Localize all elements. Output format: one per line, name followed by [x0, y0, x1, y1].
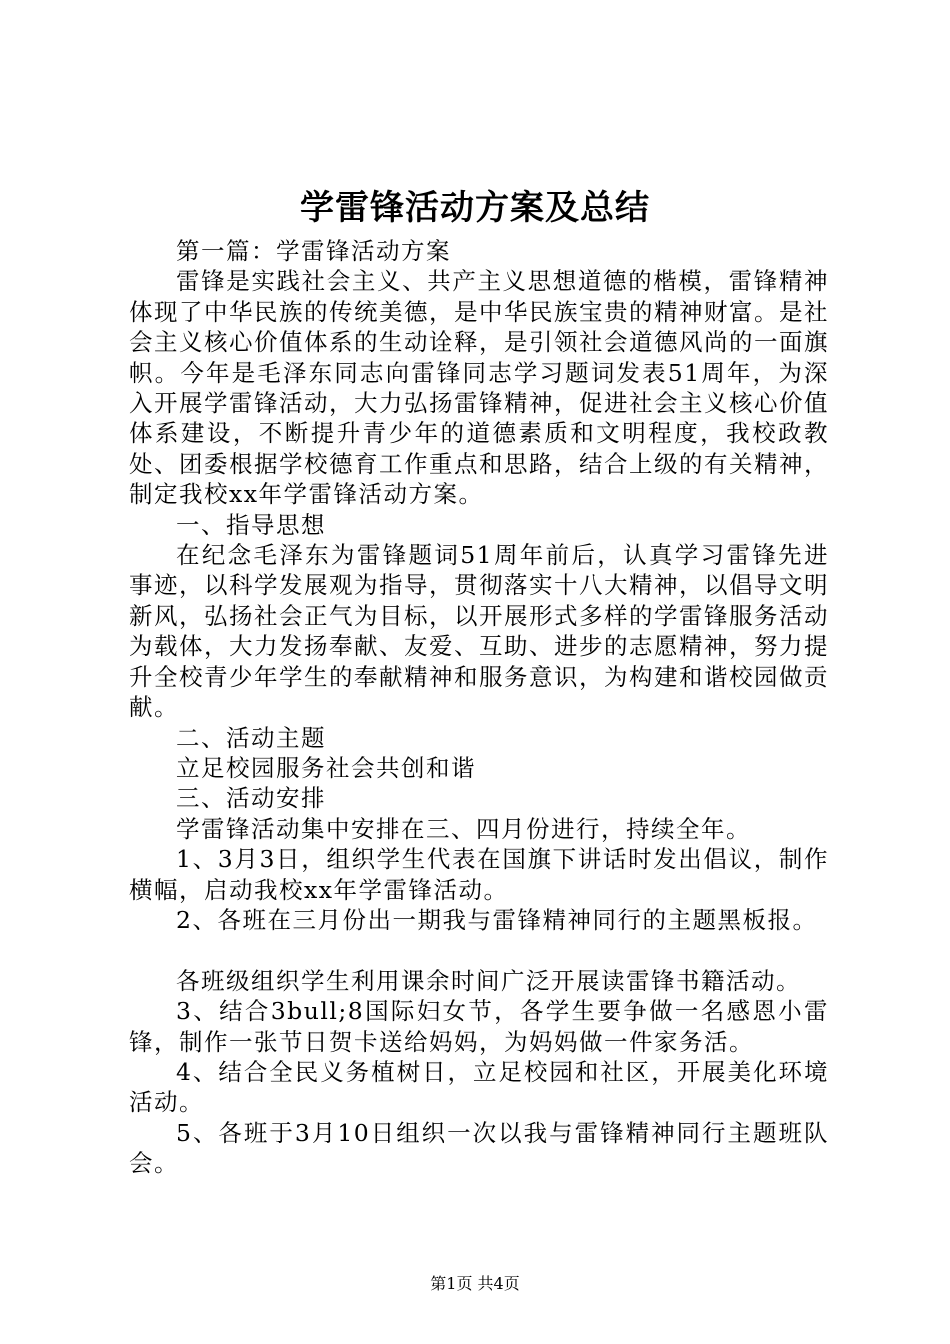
arrangement-summary-paragraph: 学雷锋活动集中安排在三、四月份进行，持续全年。 [176, 814, 751, 843]
activity-theme-paragraph: 立足校园服务社会共创和谐 [176, 753, 476, 782]
arrangement-item-1: 1、3月3日，组织学生代表在国旗下讲话时发出倡议，制作横幅，启动我校xx年学雷锋活动。 [129, 845, 829, 904]
arrangement-item-4: 4、结合全民义务植树日，立足校园和社区，开展美化环境活动。 [129, 1057, 829, 1117]
arrangement-item-2: 2、各班在三月份出一期我与雷锋精神同行的主题黑板报。 [176, 905, 818, 934]
intro-paragraph: 雷锋是实践社会主义、共产主义思想道德的楷模，雷锋精神体现了中华民族的传统美德，是中华民族宝贵的精神财富。是社会主义核心价值体系的生动诠释，是引领社会道德风尚的一面旗帜。今年是毛泽东同志向雷锋同志学习题词发表51周年，为深入开展学雷锋活动，大力弘扬雷锋精神，促进社会主义核心价值体系建设，不断提升青少年的道德素质和文明程度，我校政教处、团委根据学校德育工作重点和思路，结合上级的有关精神，制定我校xx年学雷锋活动方案。 [129, 267, 829, 509]
arrangement-item-3: 3、结合3bull;8国际妇女节，各学生要争做一名感恩小雷锋，制作一张节日贺卡送给妈妈，为妈妈做一件家务活。 [129, 997, 829, 1056]
page-number-footer: 第1页 共4页 [430, 1274, 520, 1293]
guiding-thought-paragraph: 在纪念毛泽东为雷锋题词51周年前后，认真学习雷锋先进事迹，以科学发展观为指导，贯彻落实十八大精神，以倡导文明新风，弘扬社会正气为目标，以开展形式多样的学雷锋服务活动为载体，大力发扬奉献、友爱、互助、进步的志愿精神，努力提升全校青少年学生的奉献精神和服务意识，为构建和谐校园做贡献。 [129, 541, 829, 722]
section-heading-guiding-thought: 一、指导思想 [176, 510, 326, 539]
section-heading-activity-arrangement: 三、活动安排 [176, 784, 326, 813]
document-title: 学雷锋活动方案及总结 [300, 188, 650, 228]
blank-line [129, 935, 829, 965]
section-heading-activity-theme: 二、活动主题 [176, 723, 326, 752]
reading-activity-paragraph: 各班级组织学生利用课余时间广泛开展读雷锋书籍活动。 [176, 966, 801, 995]
document-body [129, 236, 829, 1179]
section-heading-part-one: 第一篇：学雷锋活动方案 [176, 237, 451, 265]
arrangement-item-5: 5、各班于3月10日组织一次以我与雷锋精神同行主题班队会。 [129, 1118, 829, 1178]
